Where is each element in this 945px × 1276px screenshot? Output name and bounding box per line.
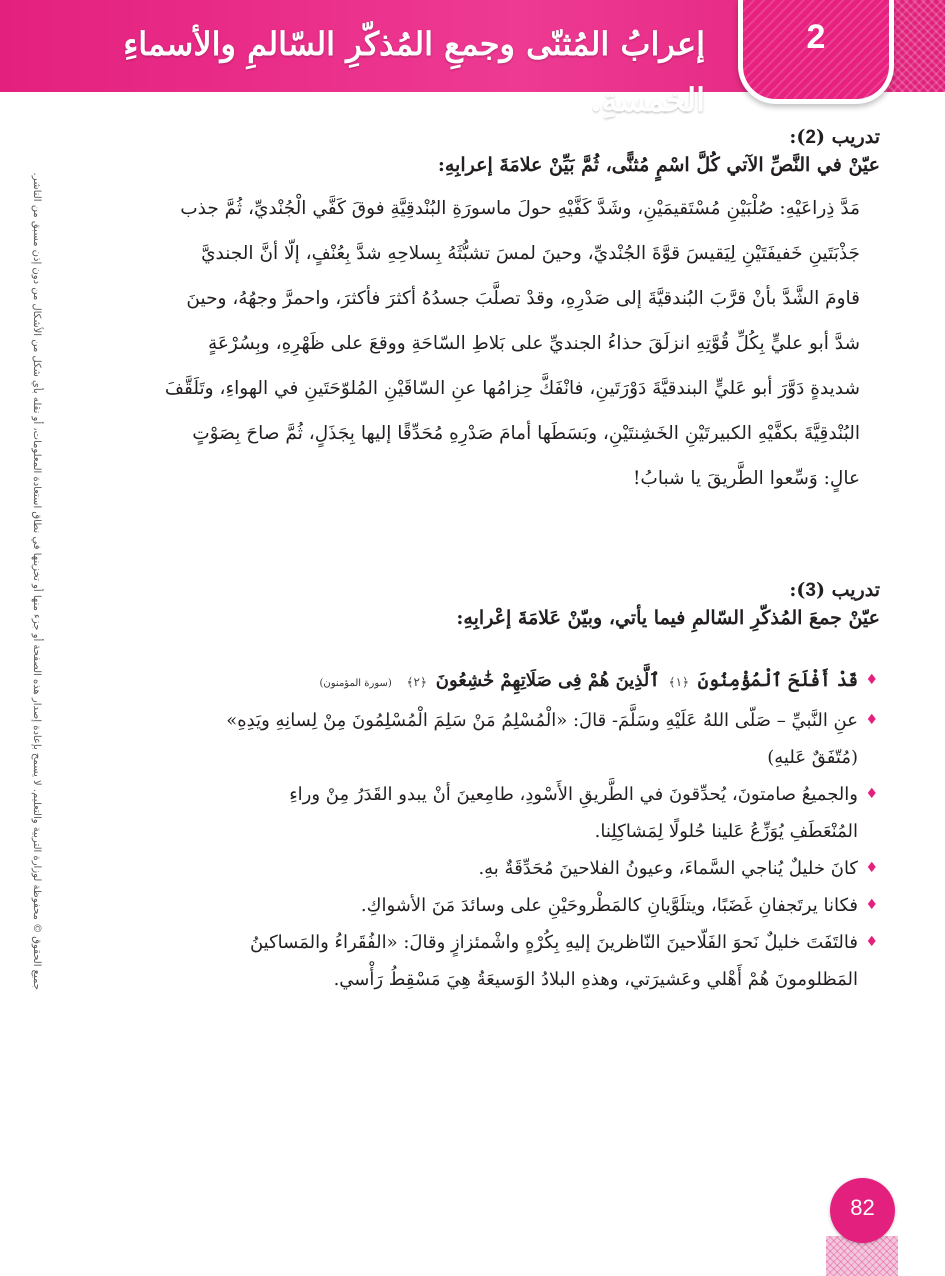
passage-line: شديدةٍ دَوَّرَ أبو عَليٍّ البندقيَّةَ دَوْرَتَينِ، فانْفَكَّ حِزامُها عنِ السّاقَيْنِ المُلوّحَتَينِ في الهواءِ، وتَلَقَّفَ [164, 378, 860, 399]
item-line: المَظلومونَ هُمْ أَهْلي وعَشيرَتي، وهذهِ البلادُ الوَسيعَةُ هِيَ مَسْقِطُ رَأْسي. [333, 969, 858, 990]
page-number: 82 [850, 1195, 875, 1220]
chapter-number: 2 [806, 18, 826, 56]
quran-verse: قَدْ أَفْلَحَ ٱلْمُؤْمِنُونَ [697, 670, 858, 691]
exercise-2 [100, 124, 880, 179]
exercise-3 [100, 577, 880, 632]
quran-verse: ٱلَّذِينَ هُمْ فِى صَلَاتِهِمْ خَٰشِعُونَ [435, 670, 660, 691]
exercise-label: تدريب ( [816, 579, 880, 601]
passage-line: جَذْبَتَينِ خَفيفَتَيْنِ لِيَقيسَ قوَّةَ الجُنْديِّ، وحينَ لمسَ تشبُّثَهُ بِسلاحِهِ شدَّ بِعُنْفٍ، إلّا أنَّ الجنديَّ [201, 243, 860, 264]
exercise-2-heading [100, 124, 880, 151]
diamond-bullet-icon: ♦ [865, 786, 878, 802]
ayah-number-icon: ﴿٢﴾ [406, 675, 428, 689]
list-item [150, 850, 880, 887]
exercise-number: 3 [805, 580, 816, 601]
list-item [150, 662, 880, 702]
item-line: عنِ النَّبيِّ – صَلّى اللهُ عَلَيْهِ وسَلَّمَ- قالَ: «الْمُسْلِمُ مَنْ سَلِمَ الْمُسْلِمُونَ مِنْ لِسانِهِ ويَدِهِ» [226, 710, 858, 731]
passage-line: مَدَّ ذِراعَيْهِ: صُلْبَيْنِ مُسْتَقيمَيْنِ، وشَدَّ كَفَّيْهِ حولَ ماسورَةِ البُنْدقِيَّةِ فوقَ كَفَّي الْجُنْديِّ، ثُمَّ جذب [180, 198, 860, 219]
quran-source: (سورة المؤمنون) [319, 678, 392, 689]
item-line: كانَ خليلٌ يُناجي السَّماءَ، وعيونُ الفلاحينَ مُحَدِّقَةٌ بهِ. [478, 858, 858, 879]
diamond-bullet-icon: ♦ [865, 672, 878, 688]
diamond-bullet-icon: ♦ [865, 712, 878, 728]
list-item [150, 887, 880, 924]
list-item [150, 924, 880, 998]
exercise-3-heading [100, 577, 880, 604]
chapter-tab [738, 0, 894, 104]
exercise-number: 2 [805, 127, 816, 148]
list-item [150, 702, 880, 776]
diamond-bullet-icon: ♦ [865, 897, 878, 913]
item-line: المُنْعَطَفِ يُوَزِّعُ عَلينا حُلولًا لِمَشاكِلِنا. [594, 821, 858, 842]
passage-line: البُنْدقِيَّةَ بكفَّيْهِ الكبيرتَيْنِ الخَشِنتَيْنِ، وبَسَطَها أمامَ صَدْرِهِ مُحَدِّقًا إليها بِجَذَلٍ، ثُمَّ صاحَ بِصَوْتٍ [192, 423, 860, 444]
header-texture [885, 0, 945, 92]
passage-line: عالٍ: وَسِّعوا الطَّريقَ يا شبابُ! [632, 468, 860, 489]
exercise-3-list [150, 662, 880, 998]
page-number-badge [830, 1178, 895, 1243]
list-item [150, 776, 880, 850]
item-line: (مُتّفَقٌ عَليهِ) [767, 747, 858, 768]
exercise-label-end: ): [789, 126, 806, 148]
exercise-2-instruction: عيّنْ في النَّصِّ الآتي كُلَّ اسْمٍ مُثنًّى، ثُمَّ بَيِّنْ علامَةَ إعرابِهِ: [437, 154, 880, 176]
diamond-bullet-icon: ♦ [865, 934, 878, 950]
exercise-label: تدريب ( [816, 126, 880, 148]
item-line: فكانا يرتَجفانِ غَضَبًا، ويتلَوَّيانِ كالمَطْروحَيْنِ على وسائدَ مَنَ الأشواكِ. [360, 895, 858, 916]
passage-line: شدَّ أبو عليٍّ بِكُلِّ قُوَّتِهِ انزلَقَ حذاءُ الجنديِّ على بَلاطِ السّاحَةِ ووقعَ على ظَهْرِهِ، وبِسُرْعَةٍ [207, 333, 860, 354]
item-line: والجميعُ صامتونَ، يُحدِّقونَ في الطَّريقِ الأَسْودِ، طامِعينَ أنْ يبدو القَدَرُ مِنْ وراءِ [289, 784, 858, 805]
item-line: فالتَفَتَ خليلٌ نَحوَ الفَلّاحينَ النّاظرينَ إليهِ بِكُرْهٍ واشْمئزازٍ وقالَ: «الفُقَراءُ والمَساكينُ [249, 932, 858, 953]
page-title: إعرابُ المُثنّى وجمعِ المُذكّرِ السّالمِ والأسماءِ الخمسةِ. [123, 25, 705, 119]
exercise-2-passage [118, 186, 860, 501]
passage-line: قاومَ الشَّدَّ بأنْ قرَّبَ البُندقيَّةَ إلى صَدْرِهِ، وقدْ تصلَّبَ جسدُهُ أكثرَ فأكثرَ، واحمرَّ وجهُهُ، وحينَ [186, 288, 860, 309]
diamond-bullet-icon: ♦ [865, 860, 878, 876]
exercise-label-end: ): [789, 579, 806, 601]
copyright-note: جميع الحقوق © محفوظة لوزارة التربية والتعليم. لا يسمح بإعادة إصدار هذه الصفحة أو جزء منها أو تخزينها في نطاق استعادة المعلومات، أو نقله بأي شكل من الأشكال من دون إذن مسبق من الناشر. [31, 172, 42, 990]
exercise-3-instruction: عيّنْ جمعَ المُذكّرِ السّالمِ فيما يأتي، وبيّنْ عَلامَةَ إعْرابِهِ: [456, 607, 880, 629]
ayah-number-icon: ﴿١﴾ [668, 675, 690, 689]
